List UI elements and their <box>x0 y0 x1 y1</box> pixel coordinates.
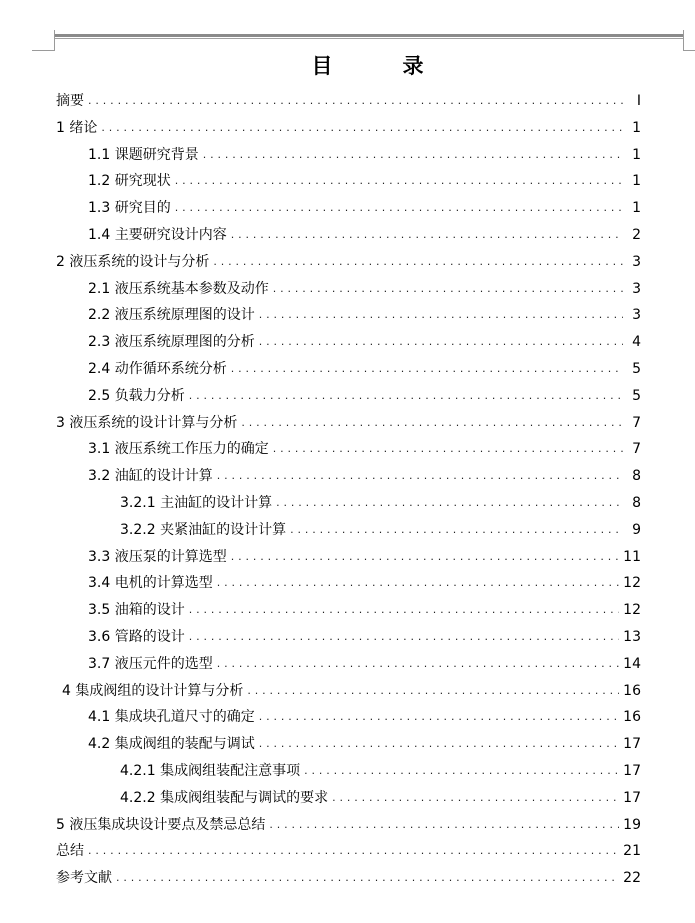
toc-entry-label: 3 液压系统的设计计算与分析 <box>56 415 238 431</box>
toc-entry[interactable] <box>56 249 641 275</box>
toc-page-number: 5 <box>632 388 641 404</box>
toc-page-number: 5 <box>632 361 641 377</box>
toc-entry-label: 4.1 集成块孔道尺寸的确定 <box>88 709 255 725</box>
toc-entry[interactable] <box>56 88 641 114</box>
toc-entry-label: 3.2.2 夹紧油缸的设计计算 <box>120 522 287 538</box>
toc-dot-leader <box>175 195 623 221</box>
toc-dot-leader <box>217 463 623 489</box>
toc-dot-leader <box>175 168 623 194</box>
toc-entry-label: 4.2 集成阀组的装配与调试 <box>88 736 255 752</box>
toc-dot-leader <box>189 624 619 650</box>
toc-page-number: 1 <box>632 120 641 136</box>
toc-dot-leader <box>189 383 623 409</box>
toc-entry-label: 3.2 油缸的设计计算 <box>88 468 213 484</box>
toc-dot-leader <box>88 88 623 114</box>
toc-dot-leader <box>276 490 623 516</box>
toc-entry-label: 3.4 电机的计算选型 <box>88 575 213 591</box>
toc-page-number: 3 <box>632 281 641 297</box>
toc-entry-label: 3.3 液压泵的计算选型 <box>88 549 227 565</box>
toc-page-number: 1 <box>632 173 641 189</box>
page-title <box>0 52 695 80</box>
toc-entry-label: 2.4 动作循环系统分析 <box>88 361 227 377</box>
page-header-rule <box>0 0 695 52</box>
toc-entry[interactable] <box>120 758 641 784</box>
toc-page-number: 1 <box>632 147 641 163</box>
toc-entry[interactable] <box>56 812 641 838</box>
toc-entry[interactable] <box>88 463 641 489</box>
toc-dot-leader <box>189 597 619 623</box>
toc-dot-leader <box>259 329 623 355</box>
title-char-right: 录 <box>402 54 424 78</box>
toc-dot-leader <box>247 678 619 704</box>
toc-entry[interactable] <box>56 838 641 864</box>
toc-entry-label: 2.3 液压系统原理图的分析 <box>88 334 255 350</box>
toc-entry[interactable] <box>88 704 641 730</box>
toc-dot-leader <box>88 838 619 864</box>
toc-page-number: 7 <box>632 441 641 457</box>
toc-dot-leader <box>217 651 619 677</box>
toc-dot-leader <box>116 865 619 891</box>
toc-entry[interactable] <box>120 490 641 516</box>
toc-dot-leader <box>203 142 623 168</box>
toc-entry[interactable] <box>88 436 641 462</box>
margin-corner-right-vertical <box>683 30 684 51</box>
toc-entry[interactable] <box>88 651 641 677</box>
toc-dot-leader <box>241 410 623 436</box>
toc-entry-label: 1.4 主要研究设计内容 <box>88 227 227 243</box>
toc-entry-label: 1.2 研究现状 <box>88 173 171 189</box>
toc-entry[interactable] <box>88 383 641 409</box>
toc-page-number: 22 <box>623 870 641 886</box>
toc-page-number: I <box>636 93 641 109</box>
toc-entry[interactable] <box>88 142 641 168</box>
toc-entry[interactable] <box>88 570 641 596</box>
header-rule-thick <box>55 34 683 37</box>
toc-dot-leader <box>217 570 619 596</box>
toc-entry[interactable] <box>88 356 641 382</box>
toc-dot-leader <box>101 115 623 141</box>
toc-entry-label: 总结 <box>56 843 84 859</box>
toc-entry[interactable] <box>88 597 641 623</box>
toc-entry[interactable] <box>88 329 641 355</box>
toc-entry-label: 1.1 课题研究背景 <box>88 147 199 163</box>
toc-page-number: 4 <box>632 334 641 350</box>
toc-entry[interactable] <box>56 115 641 141</box>
toc-page-number: 11 <box>623 549 641 565</box>
toc-page-number: 16 <box>623 683 641 699</box>
toc-entry[interactable] <box>88 302 641 328</box>
toc-entry[interactable] <box>88 222 641 248</box>
toc-entry[interactable] <box>120 517 641 543</box>
toc-entry[interactable] <box>88 544 641 570</box>
toc-dot-leader <box>290 517 623 543</box>
toc-page-number: 21 <box>623 843 641 859</box>
toc-entry[interactable] <box>88 195 641 221</box>
toc-page-number: 17 <box>623 790 641 806</box>
toc-entry[interactable] <box>88 168 641 194</box>
toc-page-number: 17 <box>623 736 641 752</box>
toc-entry-label: 3.5 油箱的设计 <box>88 602 185 618</box>
toc-page-number: 3 <box>632 307 641 323</box>
toc-page-number: 7 <box>632 415 641 431</box>
toc-entry-label: 摘要 <box>56 93 84 109</box>
toc-page-number: 3 <box>632 254 641 270</box>
toc-entry[interactable] <box>88 731 641 757</box>
toc-page-number: 8 <box>632 468 641 484</box>
toc-entry-label: 3.7 液压元件的选型 <box>88 656 213 672</box>
toc-page-number: 14 <box>623 656 641 672</box>
toc-dot-leader <box>259 302 623 328</box>
toc-entry-label: 3.6 管路的设计 <box>88 629 185 645</box>
toc-dot-leader <box>273 276 623 302</box>
toc-page-number: 17 <box>623 763 641 779</box>
title-char-left: 目 <box>311 54 333 78</box>
toc-entry[interactable] <box>56 410 641 436</box>
toc-entry-label: 1 绪论 <box>56 120 98 136</box>
toc-page-number: 2 <box>632 227 641 243</box>
toc-dot-leader <box>273 436 623 462</box>
toc-page-number: 16 <box>623 709 641 725</box>
toc-dot-leader <box>213 249 623 275</box>
toc-page-number: 12 <box>623 575 641 591</box>
toc-page-number: 1 <box>632 200 641 216</box>
toc-dot-leader <box>259 704 619 730</box>
toc-entry-label: 3.2.1 主油缸的设计计算 <box>120 495 273 511</box>
toc-entry-label: 4.2.1 集成阀组装配注意事项 <box>120 763 301 779</box>
toc-dot-leader <box>231 544 619 570</box>
toc-entry[interactable] <box>88 624 641 650</box>
toc-entry-label: 2 液压系统的设计与分析 <box>56 254 210 270</box>
margin-corner-right <box>683 50 695 51</box>
toc-entry-label: 2.5 负载力分析 <box>88 388 185 404</box>
margin-corner-left-vertical <box>54 30 55 51</box>
toc-entry-label: 参考文献 <box>56 870 112 886</box>
toc-entry-label: 2.1 液压系统基本参数及动作 <box>88 281 269 297</box>
toc-dot-leader <box>332 785 619 811</box>
toc-entry-label: 5 液压集成块设计要点及禁忌总结 <box>56 817 266 833</box>
toc-dot-leader <box>231 222 623 248</box>
toc-entry[interactable] <box>56 865 641 891</box>
toc-page-number: 12 <box>623 602 641 618</box>
margin-corner-left <box>32 50 54 51</box>
toc-entry-label: 4 集成阀组的设计计算与分析 <box>62 683 244 699</box>
toc-page-number: 8 <box>632 495 641 511</box>
toc-page-number: 19 <box>623 817 641 833</box>
toc-entry-label: 3.1 液压系统工作压力的确定 <box>88 441 269 457</box>
toc-entry[interactable] <box>62 678 641 704</box>
toc-page-number: 13 <box>623 629 641 645</box>
toc-entry[interactable] <box>120 785 641 811</box>
toc-entry-label: 4.2.2 集成阀组装配与调试的要求 <box>120 790 329 806</box>
toc-dot-leader <box>231 356 623 382</box>
toc-entry-label: 2.2 液压系统原理图的设计 <box>88 307 255 323</box>
toc-dot-leader <box>304 758 619 784</box>
toc-dot-leader <box>259 731 619 757</box>
toc-entry-label: 1.3 研究目的 <box>88 200 171 216</box>
toc-dot-leader <box>269 812 619 838</box>
toc-page-number: 9 <box>632 522 641 538</box>
toc-entry[interactable] <box>88 276 641 302</box>
header-rule-thin <box>55 38 683 39</box>
